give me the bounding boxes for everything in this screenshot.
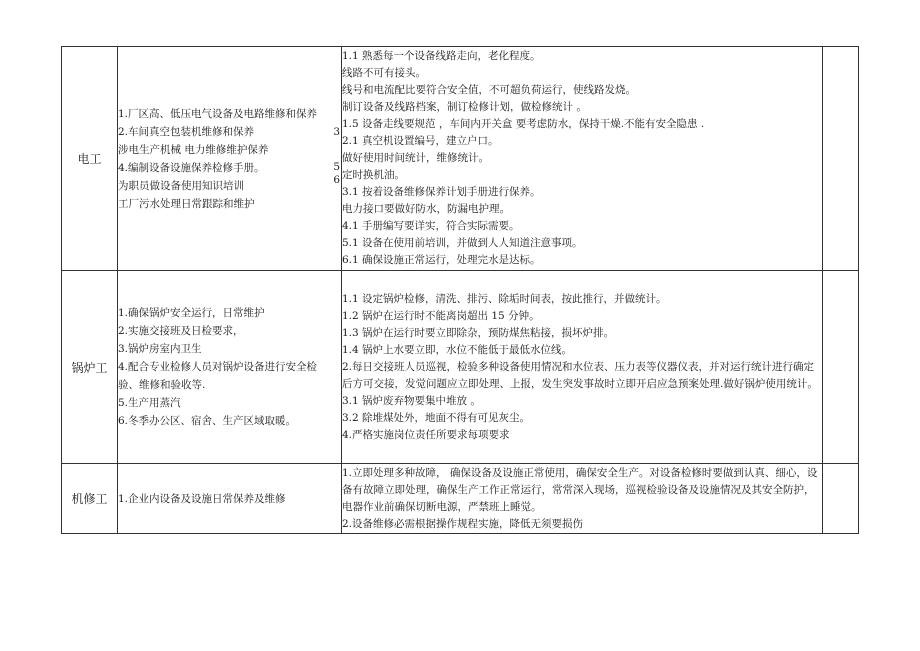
role-label: 电工: [77, 152, 102, 166]
duty-line: 涉电生产机械 电力维修维护保养: [118, 143, 269, 156]
table-row-mechanic: [62, 464, 859, 534]
requirement-line: 制订设备及线路档案，制订检修计划，做检修统计 。: [342, 101, 587, 113]
duty-cell: [118, 47, 342, 271]
role-cell: [62, 271, 118, 464]
requirement-line: 1.1 设定锅炉检修，清洗、排污、除垢时间表，按此推行，并做统计。: [342, 292, 667, 305]
requirement-line: 2.1 真空机设置编号，建立户口。: [342, 135, 499, 147]
role-label: 机修工: [71, 492, 108, 506]
table-row-boiler-operator: [62, 271, 859, 464]
requirement-line: 电力接口要做好防水，防漏电护理。: [342, 203, 510, 215]
requirement-line: 1.5 设备走线要规范 ，车间内开关盒 要考虑防水，保持干燥.不能有安全隐患 .: [342, 118, 705, 130]
requirement-line: 1.2 锅炉在运行时不能离岗超出 15 分钟。: [342, 309, 540, 322]
clipped-number: 5: [333, 161, 340, 173]
requirement-line: 3.1 锅炉废弃物要集中堆放 。: [342, 394, 481, 407]
duty-line: 2.车间真空包装机维修和保养: [118, 125, 255, 138]
requirement-line: 4.严格实施岗位责任所要求每项要求: [342, 428, 510, 441]
requirement-line: 6.1 确保设施正常运行，处理完水是达标。: [342, 254, 541, 266]
duty-line: 1.企业内设备及设施日常保养及维修: [118, 492, 286, 505]
role-cell: [62, 464, 118, 534]
empty-cell: [823, 464, 859, 534]
requirement-line: 5.1 设备在使用前培训，并做到人人知道注意事项。: [342, 237, 583, 249]
requirement-line: 定时换机油。: [342, 169, 405, 181]
duty-line: 1.确保锅炉安全运行，日常维护: [118, 307, 265, 319]
clipped-number: 3: [333, 126, 340, 138]
requirement-line: 2.设备维修必需根据操作规程实施，降低无须要损伤: [342, 517, 584, 530]
requirement-cell: [342, 464, 823, 534]
requirement-line: 线号和电流配比要符合安全值，不可超负荷运行，使线路发烧。: [342, 84, 636, 96]
duty-line: 5.生产用蒸汽: [118, 397, 181, 409]
duty-table: [61, 46, 859, 534]
empty-cell: [823, 47, 859, 271]
requirement-cell: [342, 271, 823, 464]
duty-line: 为职员做设备使用知识培训: [118, 179, 244, 192]
duty-line: 2.实施交接班及日检要求，: [118, 325, 244, 337]
duty-line: 3.锅炉房室内卫生: [118, 343, 202, 355]
requirement-line: 1.立即处理多种故障， 确保设备及设施正常使用，确保安全生产。对设备检修时要做到认真、细心，设备有故障立即处理，确保生产工作正常运行，常常深入现场，巡视检验设备及设施情况及其安全防护，电器作业前确保切断电源，严禁班上睡觉。: [342, 466, 818, 513]
duty-cell: [118, 271, 342, 464]
requirement-cell: [342, 47, 823, 271]
duty-line: 6.冬季办公区、宿舍、生产区域取暖。: [118, 415, 297, 427]
requirement-line: 4.1 手册编写要详实，符合实际需要。: [342, 220, 520, 232]
requirement-line: 3.2 除堆煤处外，地面不得有可见灰尘。: [342, 411, 531, 424]
table-row-electrician: [62, 47, 859, 271]
empty-cell: [823, 271, 859, 464]
requirement-line: 1.3 锅炉在运行时要立即除杂，预防煤焦粘接，损坏炉排。: [342, 326, 615, 339]
requirement-line: 1.1 熟悉每一个设备线路走向，老化程度。: [342, 50, 541, 62]
clipped-number: 6: [333, 174, 340, 186]
role-cell: [62, 47, 118, 271]
requirement-line: 2.每日交接班人员巡视，检验多种设备使用情况和水位表、压力表等仪器仪表，并对运行统计进行确定后方可交接，发觉问题应立即处理、上报，发生突发事故时立即开启应急预案处理.做好锅炉使用统计。: [342, 360, 818, 390]
duty-line: 4.配合专业检修人员对锅炉设备进行安全检: [118, 361, 318, 373]
duty-line: 1.厂区高、低压电气设备及电路维修和保养: [118, 107, 318, 120]
requirement-line: 1.4 锅炉上水要立即，水位不能低于最低水位线。: [342, 343, 573, 356]
duty-line: 验、维修和验收等.: [118, 379, 206, 391]
duty-line: 4.编制设备设施保养检修手册。: [118, 161, 265, 174]
duty-cell: [118, 464, 342, 534]
requirement-line: 线路不可有接头。: [342, 67, 426, 79]
role-label: 锅炉工: [71, 360, 108, 375]
duty-line: 工厂污水处理日常跟踪和维护: [118, 197, 255, 210]
requirement-line: 做好使用时间统计，维修统计。: [342, 152, 489, 164]
requirement-line: 3.1 按着设备维修保养计划手册进行保养。: [342, 186, 541, 198]
